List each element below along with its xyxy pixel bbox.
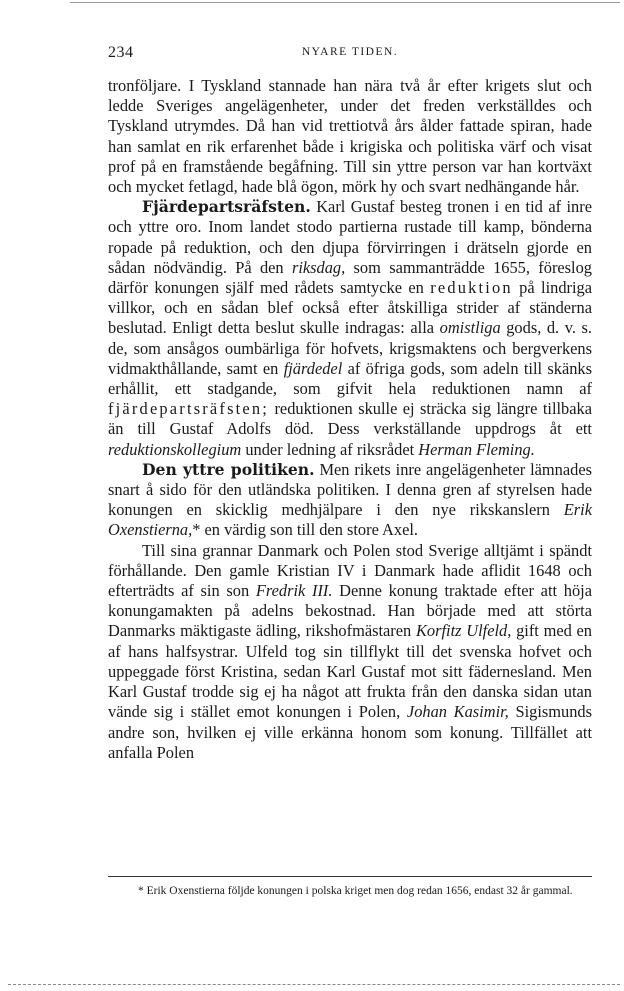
text-run: af öfriga gods, som adeln till skänks erhållit, ett stadgande, som gifvit hela reduktionen namn af bbox=[108, 358, 592, 399]
footnote bbox=[108, 884, 592, 898]
text-run: Till sina grannar Danmark och Polen stod Sverige alltjämt i spändt förhållande. Den gamle Kristian IV i Danmark hade aflidit 1648 och efterträdts af sin son bbox=[108, 540, 592, 601]
running-title: NYARE TIDEN. bbox=[301, 46, 399, 58]
page-number: 234 bbox=[108, 44, 134, 61]
text-run: som sammanträdde 1655, föreslog därför konungen själf med rådets samtycke en bbox=[108, 257, 592, 298]
italic-name: Johan Kasimir, bbox=[406, 702, 509, 722]
paragraph-yttre-politiken bbox=[108, 460, 592, 541]
page-header bbox=[108, 44, 592, 62]
text-run: Karl Gustaf besteg tronen i en tid af inre och yttre oro. Inom landet stodo partierna rustade till kamp, bönderna ropade på reduktion, och den djupa förvirringen i drätseln gjorde en sådan nödvändig. På den bbox=[108, 197, 592, 277]
text-run: på lindriga villkor, och en sådan blef också efter åtskilliga strider af ständerna beslutad. Enligt detta beslut skulle indragas: alla bbox=[108, 278, 592, 338]
paragraph-1: tronföljare. I Tyskland stannade han nära två år efter krigets slut och ledde Sveriges angelägenheter, under det freden verkställdes och Tyskland utrymdes. Då han vid trettiotvå års ålder fattade spiran, hade han samlat en rik erfarenhet både i krigiska och politiska värf och visat prof på en framstående begåfning. Till sin yttre person var han kortväxt och mycket fetlagd, hade blå ögon, mörk hy och svart nedhängande hår. bbox=[108, 76, 592, 197]
italic-term: riksdag, bbox=[291, 257, 346, 277]
spaced-term: fjärdepartsräfsten; bbox=[108, 399, 270, 419]
section-heading-yttre-politiken: Den yttre politiken. bbox=[142, 459, 315, 479]
text-run: under ledning af riksrådet bbox=[241, 439, 419, 459]
italic-term: omistliga bbox=[439, 318, 501, 338]
italic-term: fjärdedel bbox=[283, 358, 343, 378]
text-run: reduktionen skulle ej sträcka sig längre tillbaka än till Gustaf Adolfs död. Dess verkställande uppdrogs åt ett bbox=[108, 399, 592, 439]
section-heading-fjardepartsrafsten: Fjärdepartsräfsten. bbox=[142, 197, 311, 217]
text-run: Men rikets inre angelägenheter lämnades snart å sido för den utländska politiken. I denna gren af styrelsen hade konungen en skicklig medhjälpare i den nye rikskanslern bbox=[108, 459, 592, 520]
text-run: Denne konung traktade efter att höja konungamakten på adelns bekostnad. Han började med att störta Danmarks mäktigaste ädling, rikshofmästaren bbox=[108, 581, 592, 641]
footnote-divider bbox=[108, 876, 592, 877]
text-run: Sigismunds andre son, hvilken ej ville erkänna honom som konung. Tillfället att anfalla Polen bbox=[108, 702, 593, 762]
text-run: * en värdig son till den store Axel. bbox=[192, 520, 419, 540]
italic-name: Korfitz Ulfeld, bbox=[415, 621, 512, 641]
paragraph-fjardepartsrafsten bbox=[108, 197, 592, 460]
footnote-text: * Erik Oxenstierna följde konungen i polska kriget men dog redan 1656, endast 32 år gammal. bbox=[138, 885, 573, 897]
italic-name: Erik Oxenstierna, bbox=[108, 500, 592, 540]
italic-name: Fredrik III. bbox=[255, 581, 333, 601]
scan-edge-top bbox=[70, 2, 620, 3]
paragraph-grannar bbox=[108, 541, 592, 763]
main-text bbox=[108, 76, 592, 763]
italic-term: reduktionskollegium bbox=[108, 439, 242, 459]
text-run: gift med en af hans halfsystrar. Ulfeld tog sin tillflykt till det svenska hofvet och uppeggade först Kristina, sedan Karl Gustaf mot sitt fädernesland. Men Karl Gustaf trodde sig ej ha något att frukta från den danska sidan utan vände sig i stället emot konungen i Polen, bbox=[108, 621, 593, 722]
text-run: gods, d. v. s. de, som ansågos oumbärliga för hofvets, krigsmaktens och bergverkens vidmakthållande, samt en bbox=[108, 318, 592, 378]
italic-name: Herman Fleming. bbox=[418, 439, 535, 459]
spaced-term: reduktion bbox=[430, 278, 513, 298]
scan-edge-bottom bbox=[8, 984, 620, 985]
